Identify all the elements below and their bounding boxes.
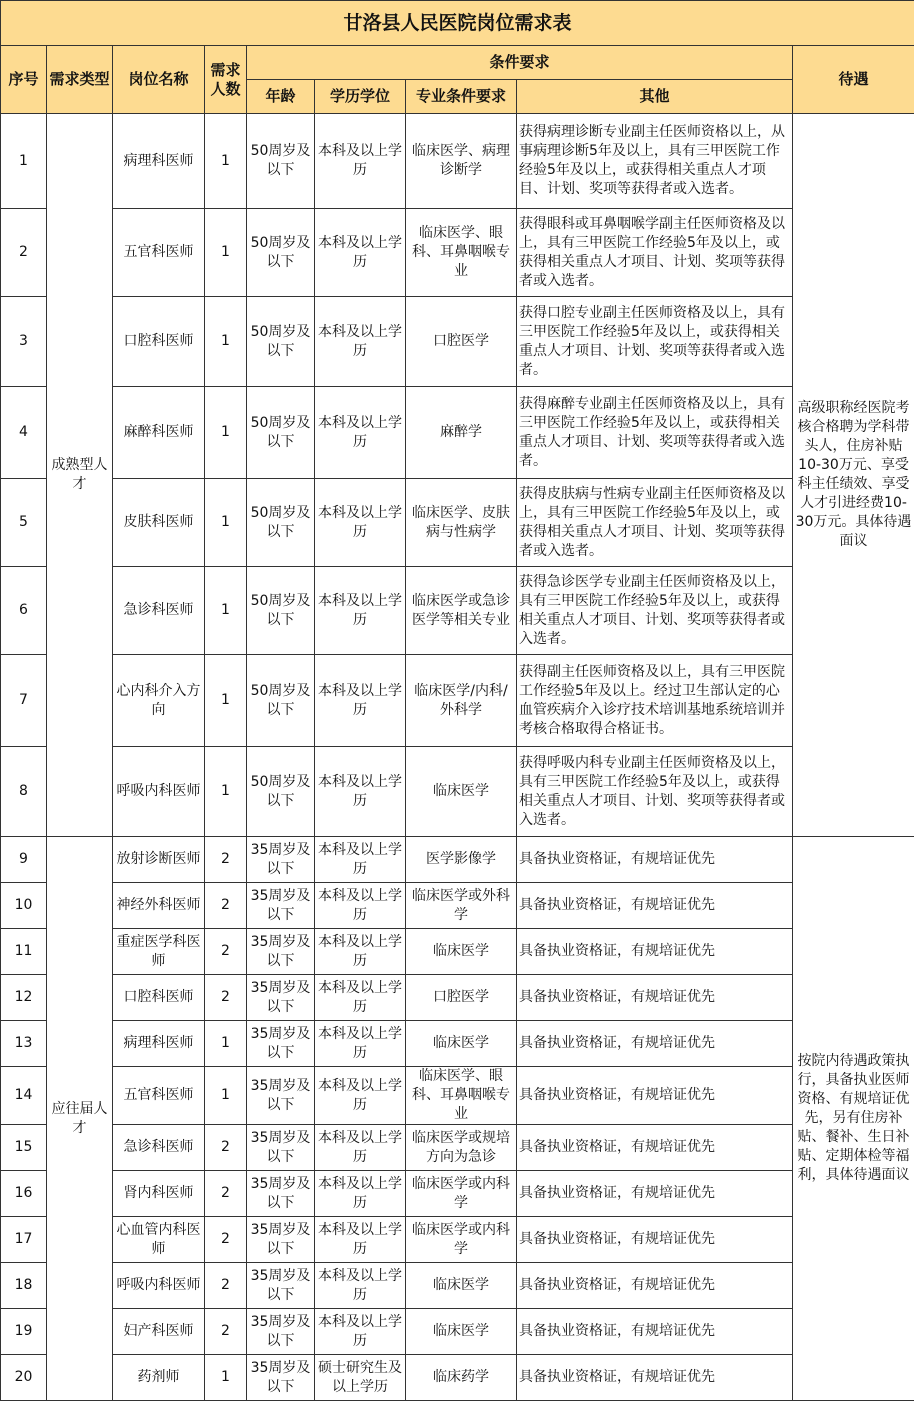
row-other: 具备执业资格证，有规培证优先	[517, 837, 793, 883]
row-age: 50周岁及以下	[247, 479, 315, 567]
header-education: 学历学位	[315, 80, 406, 114]
row-education: 本科及以上学历	[315, 567, 406, 655]
header-benefits: 待遇	[793, 46, 914, 114]
row-position: 皮肤科医师	[113, 479, 205, 567]
row-major: 临床医学、眼科、耳鼻咽喉专业	[406, 1067, 517, 1125]
row-major: 临床医学或急诊医学等相关专业	[406, 567, 517, 655]
row-age: 50周岁及以下	[247, 655, 315, 747]
row-count: 2	[205, 1263, 247, 1309]
row-count: 1	[205, 209, 247, 297]
row-age: 50周岁及以下	[247, 747, 315, 837]
row-major: 临床医学、皮肤病与性病学	[406, 479, 517, 567]
row-age: 35周岁及以下	[247, 883, 315, 929]
header-count: 需求人数	[205, 46, 247, 114]
row-major: 临床医学	[406, 929, 517, 975]
row-seq: 5	[1, 479, 47, 567]
row-major: 口腔医学	[406, 975, 517, 1021]
group-type-mature: 成熟型人才	[47, 114, 113, 837]
row-position: 心内科介入方向	[113, 655, 205, 747]
row-education: 本科及以上学历	[315, 1125, 406, 1171]
row-count: 2	[205, 1171, 247, 1217]
row-other: 具备执业资格证，有规培证优先	[517, 883, 793, 929]
row-age: 35周岁及以下	[247, 929, 315, 975]
row-education: 本科及以上学历	[315, 387, 406, 479]
row-other: 获得呼吸内科专业副主任医师资格及以上，具有三甲医院工作经验5年及以上，或获得相关重点人才项目、计划、奖项等获得者或入选者。	[517, 747, 793, 837]
table-body	[1, 114, 914, 1401]
row-count: 1	[205, 297, 247, 387]
row-count: 1	[205, 1355, 247, 1401]
table-row	[1, 479, 914, 567]
row-education: 本科及以上学历	[315, 975, 406, 1021]
row-education: 本科及以上学历	[315, 1067, 406, 1125]
row-other: 获得皮肤病与性病专业副主任医师资格及以上，具有三甲医院工作经验5年及以上，或获得相关重点人才项目、计划、奖项等获得者或入选者。	[517, 479, 793, 567]
row-major: 临床医学	[406, 1021, 517, 1067]
table-row	[1, 655, 914, 747]
row-count: 1	[205, 567, 247, 655]
row-seq: 20	[1, 1355, 47, 1401]
row-other: 获得麻醉专业副主任医师资格及以上，具有三甲医院工作经验5年及以上，或获得相关重点人才项目、计划、奖项等获得者或入选者。	[517, 387, 793, 479]
row-position: 神经外科医师	[113, 883, 205, 929]
row-major: 临床药学	[406, 1355, 517, 1401]
row-education: 本科及以上学历	[315, 655, 406, 747]
row-major: 临床医学、病理诊断学	[406, 114, 517, 209]
row-count: 1	[205, 655, 247, 747]
row-seq: 2	[1, 209, 47, 297]
row-education: 本科及以上学历	[315, 747, 406, 837]
row-other: 具备执业资格证，有规培证优先	[517, 1309, 793, 1355]
group-type-graduate: 应往届人才	[47, 837, 113, 1401]
row-seq: 6	[1, 567, 47, 655]
row-education: 本科及以上学历	[315, 114, 406, 209]
row-seq: 8	[1, 747, 47, 837]
row-count: 1	[205, 114, 247, 209]
row-major: 麻醉学	[406, 387, 517, 479]
row-education: 本科及以上学历	[315, 1263, 406, 1309]
row-count: 2	[205, 1125, 247, 1171]
row-other: 获得口腔专业副主任医师资格及以上，具有三甲医院工作经验5年及以上，或获得相关重点人才项目、计划、奖项等获得者或入选者。	[517, 297, 793, 387]
row-age: 35周岁及以下	[247, 1125, 315, 1171]
row-count: 2	[205, 929, 247, 975]
table-row	[1, 1355, 914, 1401]
table-row	[1, 297, 914, 387]
row-education: 本科及以上学历	[315, 883, 406, 929]
row-position: 病理科医师	[113, 1021, 205, 1067]
row-seq: 17	[1, 1217, 47, 1263]
row-education: 本科及以上学历	[315, 1171, 406, 1217]
group-benefits-graduate: 按院内待遇政策执行，具备执业医师资格、有规培证优先，另有住房补贴、餐补、生日补贴、定期体检等福利，具体待遇面议	[793, 837, 914, 1401]
row-education: 本科及以上学历	[315, 209, 406, 297]
table-row	[1, 837, 914, 883]
row-other: 具备执业资格证，有规培证优先	[517, 1355, 793, 1401]
row-count: 1	[205, 1021, 247, 1067]
row-seq: 9	[1, 837, 47, 883]
row-age: 50周岁及以下	[247, 209, 315, 297]
table-row	[1, 929, 914, 975]
row-seq: 4	[1, 387, 47, 479]
row-seq: 12	[1, 975, 47, 1021]
row-other: 获得副主任医师资格及以上，具有三甲医院工作经验5年及以上。经过卫生部认定的心血管疾病介入诊疗技术培训基地系统培训并考核合格取得合格证书。	[517, 655, 793, 747]
row-age: 50周岁及以下	[247, 297, 315, 387]
row-count: 1	[205, 747, 247, 837]
row-count: 2	[205, 1309, 247, 1355]
row-education: 本科及以上学历	[315, 297, 406, 387]
row-major: 口腔医学	[406, 297, 517, 387]
row-other: 具备执业资格证，有规培证优先	[517, 1263, 793, 1309]
row-education: 本科及以上学历	[315, 1021, 406, 1067]
row-position: 肾内科医师	[113, 1171, 205, 1217]
row-position: 心血管内科医师	[113, 1217, 205, 1263]
row-position: 口腔科医师	[113, 297, 205, 387]
row-other: 获得急诊医学专业副主任医师资格及以上，具有三甲医院工作经验5年及以上，或获得相关重点人才项目、计划、奖项等获得者或入选者。	[517, 567, 793, 655]
table-row	[1, 209, 914, 297]
row-age: 35周岁及以下	[247, 1355, 315, 1401]
row-seq: 10	[1, 883, 47, 929]
row-count: 2	[205, 837, 247, 883]
row-other: 具备执业资格证，有规培证优先	[517, 1171, 793, 1217]
table-row	[1, 975, 914, 1021]
table-row	[1, 1217, 914, 1263]
row-seq: 19	[1, 1309, 47, 1355]
row-major: 临床医学/内科/外科学	[406, 655, 517, 747]
row-seq: 18	[1, 1263, 47, 1309]
row-education: 本科及以上学历	[315, 837, 406, 883]
row-age: 50周岁及以下	[247, 387, 315, 479]
row-position: 重症医学科医师	[113, 929, 205, 975]
header-other: 其他	[517, 80, 793, 114]
row-major: 临床医学	[406, 747, 517, 837]
row-age: 35周岁及以下	[247, 1263, 315, 1309]
row-major: 临床医学或规培方向为急诊	[406, 1125, 517, 1171]
table-row	[1, 1067, 914, 1125]
row-count: 2	[205, 1217, 247, 1263]
row-age: 50周岁及以下	[247, 114, 315, 209]
table-title: 甘洛县人民医院岗位需求表	[1, 1, 914, 46]
row-seq: 3	[1, 297, 47, 387]
header-position: 岗位名称	[113, 46, 205, 114]
row-age: 35周岁及以下	[247, 1309, 315, 1355]
row-position: 呼吸内科医师	[113, 747, 205, 837]
row-age: 35周岁及以下	[247, 1217, 315, 1263]
table-row	[1, 1309, 914, 1355]
group-benefits-mature: 高级职称经医院考核合格聘为学科带头人，住房补贴10-30万元、享受科主任绩效、享受人才引进经费10-30万元。具体待遇面议	[793, 114, 914, 837]
row-major: 临床医学或内科学	[406, 1217, 517, 1263]
row-position: 口腔科医师	[113, 975, 205, 1021]
row-age: 35周岁及以下	[247, 1067, 315, 1125]
header-major: 专业条件要求	[406, 80, 517, 114]
row-other: 具备执业资格证，有规培证优先	[517, 1021, 793, 1067]
row-seq: 14	[1, 1067, 47, 1125]
header-type: 需求类型	[47, 46, 113, 114]
row-age: 35周岁及以下	[247, 837, 315, 883]
row-age: 35周岁及以下	[247, 1171, 315, 1217]
header-seq: 序号	[1, 46, 47, 114]
row-age: 50周岁及以下	[247, 567, 315, 655]
row-position: 放射诊断医师	[113, 837, 205, 883]
row-position: 五官科医师	[113, 209, 205, 297]
row-major: 临床医学或外科学	[406, 883, 517, 929]
row-education: 本科及以上学历	[315, 1309, 406, 1355]
row-other: 具备执业资格证，有规培证优先	[517, 1217, 793, 1263]
row-education: 本科及以上学历	[315, 479, 406, 567]
table-row	[1, 1125, 914, 1171]
row-count: 1	[205, 1067, 247, 1125]
row-other: 具备执业资格证，有规培证优先	[517, 975, 793, 1021]
table-row	[1, 883, 914, 929]
row-seq: 11	[1, 929, 47, 975]
row-major: 临床医学	[406, 1263, 517, 1309]
row-position: 妇产科医师	[113, 1309, 205, 1355]
table-row	[1, 387, 914, 479]
table-row	[1, 1171, 914, 1217]
row-education: 硕士研究生及以上学历	[315, 1355, 406, 1401]
table-row	[1, 567, 914, 655]
row-other: 获得眼科或耳鼻咽喉学副主任医师资格及以上，具有三甲医院工作经验5年及以上，或获得相关重点人才项目、计划、奖项等获得者或入选者。	[517, 209, 793, 297]
table-row	[1, 747, 914, 837]
row-count: 1	[205, 479, 247, 567]
row-seq: 1	[1, 114, 47, 209]
row-major: 临床医学	[406, 1309, 517, 1355]
row-position: 病理科医师	[113, 114, 205, 209]
row-education: 本科及以上学历	[315, 1217, 406, 1263]
row-seq: 15	[1, 1125, 47, 1171]
row-seq: 13	[1, 1021, 47, 1067]
row-seq: 7	[1, 655, 47, 747]
row-count: 2	[205, 975, 247, 1021]
row-count: 2	[205, 883, 247, 929]
row-other: 获得病理诊断专业副主任医师资格以上，从事病理诊断5年及以上，具有三甲医院工作经验5年及以上，或获得相关重点人才项目、计划、奖项等获得者或入选者。	[517, 114, 793, 209]
row-position: 急诊科医师	[113, 1125, 205, 1171]
row-age: 35周岁及以下	[247, 975, 315, 1021]
row-education: 本科及以上学历	[315, 929, 406, 975]
table-row	[1, 1263, 914, 1309]
row-major: 医学影像学	[406, 837, 517, 883]
table-row	[1, 1021, 914, 1067]
row-position: 急诊科医师	[113, 567, 205, 655]
header-conditions: 条件要求	[247, 46, 793, 80]
row-age: 35周岁及以下	[247, 1021, 315, 1067]
row-other: 具备执业资格证，有规培证优先	[517, 1125, 793, 1171]
row-position: 药剂师	[113, 1355, 205, 1401]
table-row	[1, 114, 914, 209]
row-position: 呼吸内科医师	[113, 1263, 205, 1309]
row-major: 临床医学或内科学	[406, 1171, 517, 1217]
row-position: 麻醉科医师	[113, 387, 205, 479]
row-major: 临床医学、眼科、耳鼻咽喉专业	[406, 209, 517, 297]
row-seq: 16	[1, 1171, 47, 1217]
row-count: 1	[205, 387, 247, 479]
header-age: 年龄	[247, 80, 315, 114]
row-position: 五官科医师	[113, 1067, 205, 1125]
row-other: 具备执业资格证，有规培证优先	[517, 1067, 793, 1125]
row-other: 具备执业资格证，有规培证优先	[517, 929, 793, 975]
